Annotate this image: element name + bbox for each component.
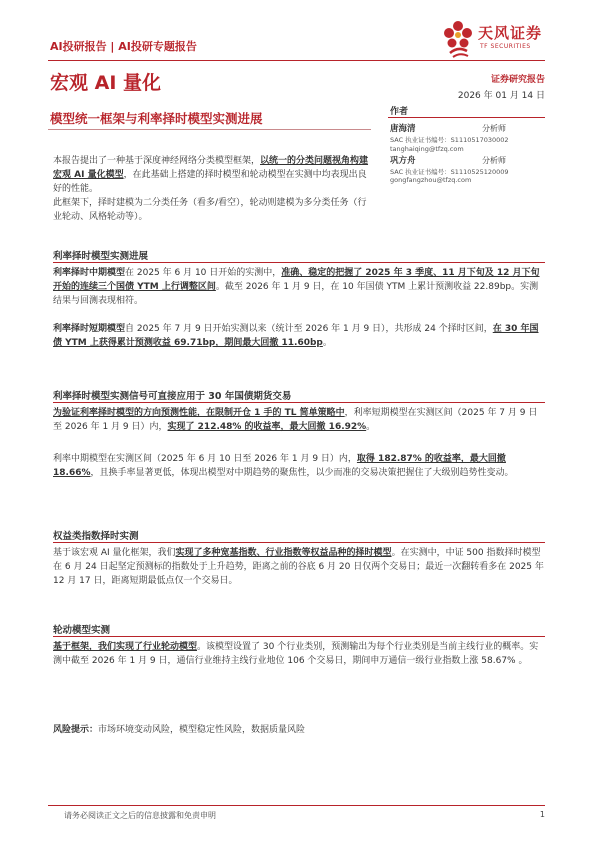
highlight-text: 取得 182.87% 的收益率，最大回撤 18.66% [53,454,506,478]
intro-text: 此框架下，择时建模为二分类任务（看多/看空），轮动则建模为多分类任务（行业轮动、风格轮动等）。 [53,198,367,222]
authors-divider [388,117,545,118]
section-divider [53,636,545,637]
report-category: AI投研报告 | AI投研专题报告 [50,40,197,53]
highlight-text: 基于框架，我们实现了行业轮动模型 [53,642,198,652]
authors-heading: 作者 [390,107,409,117]
body-text: 。 [322,338,332,348]
author-role: 分析师 [482,156,506,165]
header-divider [48,60,545,61]
section-divider [53,262,545,263]
body-text: 利率中期模型在实测区间（2025 年 6 月 10 日至 2026 年 1 月 9 日）内， [53,454,357,464]
section-title: 利率择时模型实测进展 [53,251,149,262]
author-sac: SAC 执业证书编号：S1110525120009 [390,168,509,176]
section-paragraph [53,452,546,480]
body-text: 自 2025 年 7 月 9 日开始实测以来（统计至 2026 年 1 月 9 日），共形成 24 个择时区间， [125,324,493,334]
author-email[interactable]: gongfangzhou@tfzq.com [390,176,472,184]
brand-name: 天风证券 [478,24,543,42]
subtitle-divider [48,129,371,130]
section-paragraph [53,322,546,350]
author-sac: SAC 执业证书编号：S1110517030002 [390,136,509,144]
risk-text: 市场环境变动风险，模型稳定性风险，数据质量风险 [98,725,306,735]
section-title: 轮动模型实测 [53,625,111,636]
brand-subname: TF SECURITIES [480,43,531,50]
intro-highlight: 以统一的分类问题视角构建宏观 AI 量化模型 [53,156,369,180]
term-label: 利率择时短期模型 [53,324,126,334]
page-number: 1 [539,810,545,819]
intro-text: ，在此基础上搭建的择时模型和轮动模型在实测中均表现出良好的性能。 [53,170,367,194]
highlight-text: 实现了 212.48% 的收益率，最大回撤 16.92% [167,422,367,432]
risk-label: 风险提示： [53,725,99,735]
author-name: 唐海清 [390,124,416,134]
highlight-text: 为验证利率择时模型的方向预测性能，在限制开仓 1 手的 TL 简单策略中 [53,408,345,418]
section-paragraph [53,406,546,434]
body-text: 。 [366,422,376,432]
section-paragraph [53,546,546,588]
intro-paragraph [53,196,373,224]
section-title: 权益类指数择时实测 [53,531,139,542]
footer-disclaimer[interactable]: 请务必阅读正文之后的信息披露和免责申明 [64,811,216,820]
author-name: 巩方舟 [390,156,416,166]
report-type: 证券研究报告 [490,75,545,85]
intro-text: 本报告提出了一种基于深度神经网络分类模型框架， [53,156,261,166]
section-title: 利率择时模型实测信号可直接应用于 30 年国债期货交易 [53,391,292,402]
author-role: 分析师 [482,124,506,133]
report-date: 2026 年 01 月 14 日 [457,91,545,101]
footer-divider [48,805,545,806]
section-divider [53,402,545,403]
report-title: 宏观 AI 量化 [50,72,162,94]
brand-logo [440,16,560,60]
body-text: 。在实测中，中证 500 指数择时模型在 6 月 24 日起坚定预测标的指数处于上升趋势，距离之前的谷底 6 月 20 日仅两个交易日；最近一次翻转看多在 2025 年 12 月 17 日，距离短期最低点仅一个交易日。 [53,548,544,586]
flower-logo-icon [440,16,476,60]
section-paragraph [53,266,546,308]
risk-notice [53,722,305,735]
section-divider [53,542,545,543]
highlight-text: 在 30 年国债 YTM 上获得累计预测收益 69.71bp，期间最大回撤 11.60bp [53,324,539,348]
body-text: 在 2025 年 6 月 10 日开始的实测中， [125,268,282,278]
author-email[interactable]: tanghaiqing@tfzq.com [390,145,464,153]
body-text: ，利率短期模型在实测区间（2025 年 7 月 9 日至 2026 年 1 月 9 日）内， [53,408,538,432]
highlight-text: 实现了多种宽基指数、行业指数等权益品种的择时模型 [175,548,392,558]
term-label: 利率择时中期模型 [53,268,126,278]
intro-paragraph [53,154,373,196]
body-text: ，且换手率显著更低，体现出模型对中期趋势的聚焦性，以少而准的交易决策把握住了大级别趋势性变动。 [90,468,514,478]
body-text: 基于该宏观 AI 量化框架，我们 [53,548,176,558]
highlight-text: 准确、稳定的把握了 2025 年 3 季度、11 月下旬及 12 月下旬开始的连续三个国债 YTM 上行调整区间 [53,268,540,292]
body-text: 。截至 2026 年 1 月 9 日，在 10 年国债 YTM 上累计预测收益 22.89bp。实测结果与回测表现相符。 [53,282,539,306]
section-paragraph [53,640,546,668]
report-subtitle: 模型统一框架与利率择时模型实测进展 [50,111,263,126]
body-text: 。该模型设置了 30 个行业类别，预测输出为每个行业类别是当前主线行业的概率。实测中截至 2026 年 1 月 9 日，通信行业维持主线行业地位 106 个交易日，期间申万通信一级行业指数上涨 58.67% 。 [53,642,539,666]
